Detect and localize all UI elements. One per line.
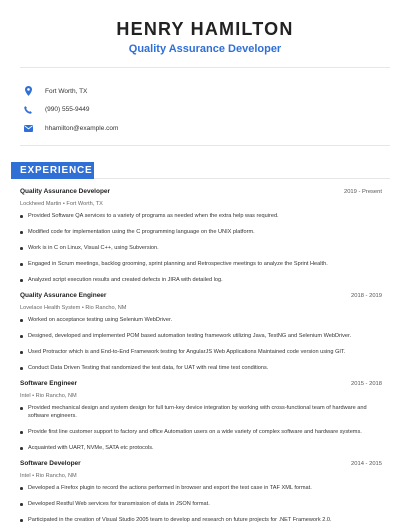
- job-company: Intel • Rio Rancho, NM: [20, 393, 77, 399]
- section-divider: [94, 178, 390, 179]
- job-bullet: Modified code for implementation using the C programming language on the UNIX platform.: [20, 228, 382, 236]
- job-dates: 2018 - 2019: [351, 293, 382, 299]
- job-dates: 2019 - Present: [343, 189, 382, 195]
- job-company: Lockheed Martin • Fort Worth, TX: [20, 201, 103, 207]
- job-bullet: Provided Software QA services to a variety of programs as needed when the extra help was required.: [20, 212, 382, 220]
- job-bullet: Provide first line customer support to factory and office Automation users on a wide variety of complex software and hardware systems.: [20, 428, 382, 436]
- phone-text: (990) 555-9449: [45, 106, 90, 113]
- contact-phone: [20, 101, 390, 119]
- phone-icon: [23, 105, 33, 115]
- job-dates: 2015 - 2018: [351, 381, 382, 387]
- job-bullet: Acquainted with UART, NVMe, SATA etc protocols.: [20, 444, 382, 452]
- resume-header: [0, 0, 410, 56]
- job-bullet: Developed Restful Web services for transmission of data in JSON format.: [20, 500, 382, 508]
- job-bullet: Developed a Firefox plugin to record the actions performed in browser and export the test case in TAF XML format.: [20, 484, 382, 492]
- person-name: HENRY HAMILTON: [116, 19, 294, 39]
- contact-location: [20, 82, 390, 100]
- job-bullet: Conduct Data Driven Testing that randomized the test data, for UAT with real time test conditions.: [20, 364, 382, 372]
- job-bullet: Worked on acceptance testing using Selenium WebDriver.: [20, 316, 382, 324]
- contact-email: [20, 119, 390, 137]
- job-bullet: Used Protractor which is and End-to-End Framework testing for AngularJS Web Applications Maintained code version using GIT.: [20, 348, 382, 356]
- job-entry: [20, 292, 382, 372]
- job-title: Quality Assurance Developer: [128, 43, 282, 55]
- job-bullet: Designed, developed and implemented POM based automation testing framework utilizing Java, TestNG and Selenium WebDriver.: [20, 332, 382, 340]
- experience-list: [20, 188, 382, 530]
- job-entry: [20, 380, 382, 452]
- location-pin-icon: [23, 86, 33, 96]
- job-company: Lovelace Health System • Rio Rancho, NM: [20, 305, 127, 311]
- experience-heading: EXPERIENCE: [11, 162, 94, 179]
- contact-block: [20, 67, 390, 146]
- email-icon: [23, 123, 33, 133]
- job-role: Quality Assurance Engineer: [20, 292, 107, 299]
- job-bullet: Provided mechanical design and system design for full turn-key device integration by working with cross-functional team of hardware and software engineers.: [20, 404, 382, 420]
- job-bullet: Participated in the creation of Visual Studio 2005 team to develop and research on future projects for .NET Framework 2.0.: [20, 516, 382, 524]
- email-text: hhamilton@example.com: [45, 124, 119, 132]
- job-role: Software Engineer: [20, 380, 78, 387]
- job-dates: 2014 - 2015: [351, 461, 382, 467]
- job-bullet: Analyzed script execution results and created defects in JIRA with detailed log.: [20, 276, 382, 284]
- job-role: Software Developer: [20, 460, 81, 467]
- job-entry: [20, 460, 382, 524]
- job-bullet: Work is in C on Linux, Visual C++, using Subversion.: [20, 244, 382, 252]
- job-entry: [20, 188, 382, 284]
- job-bullet: Engaged in Scrum meetings, backlog grooming, sprint planning and Retrospective meetings to analyze the Sprint Health.: [20, 260, 382, 268]
- location-text: Fort Worth, TX: [45, 87, 88, 95]
- job-role: Quality Assurance Developer: [20, 188, 111, 195]
- job-company: Intel • Rio Rancho, NM: [20, 473, 77, 479]
